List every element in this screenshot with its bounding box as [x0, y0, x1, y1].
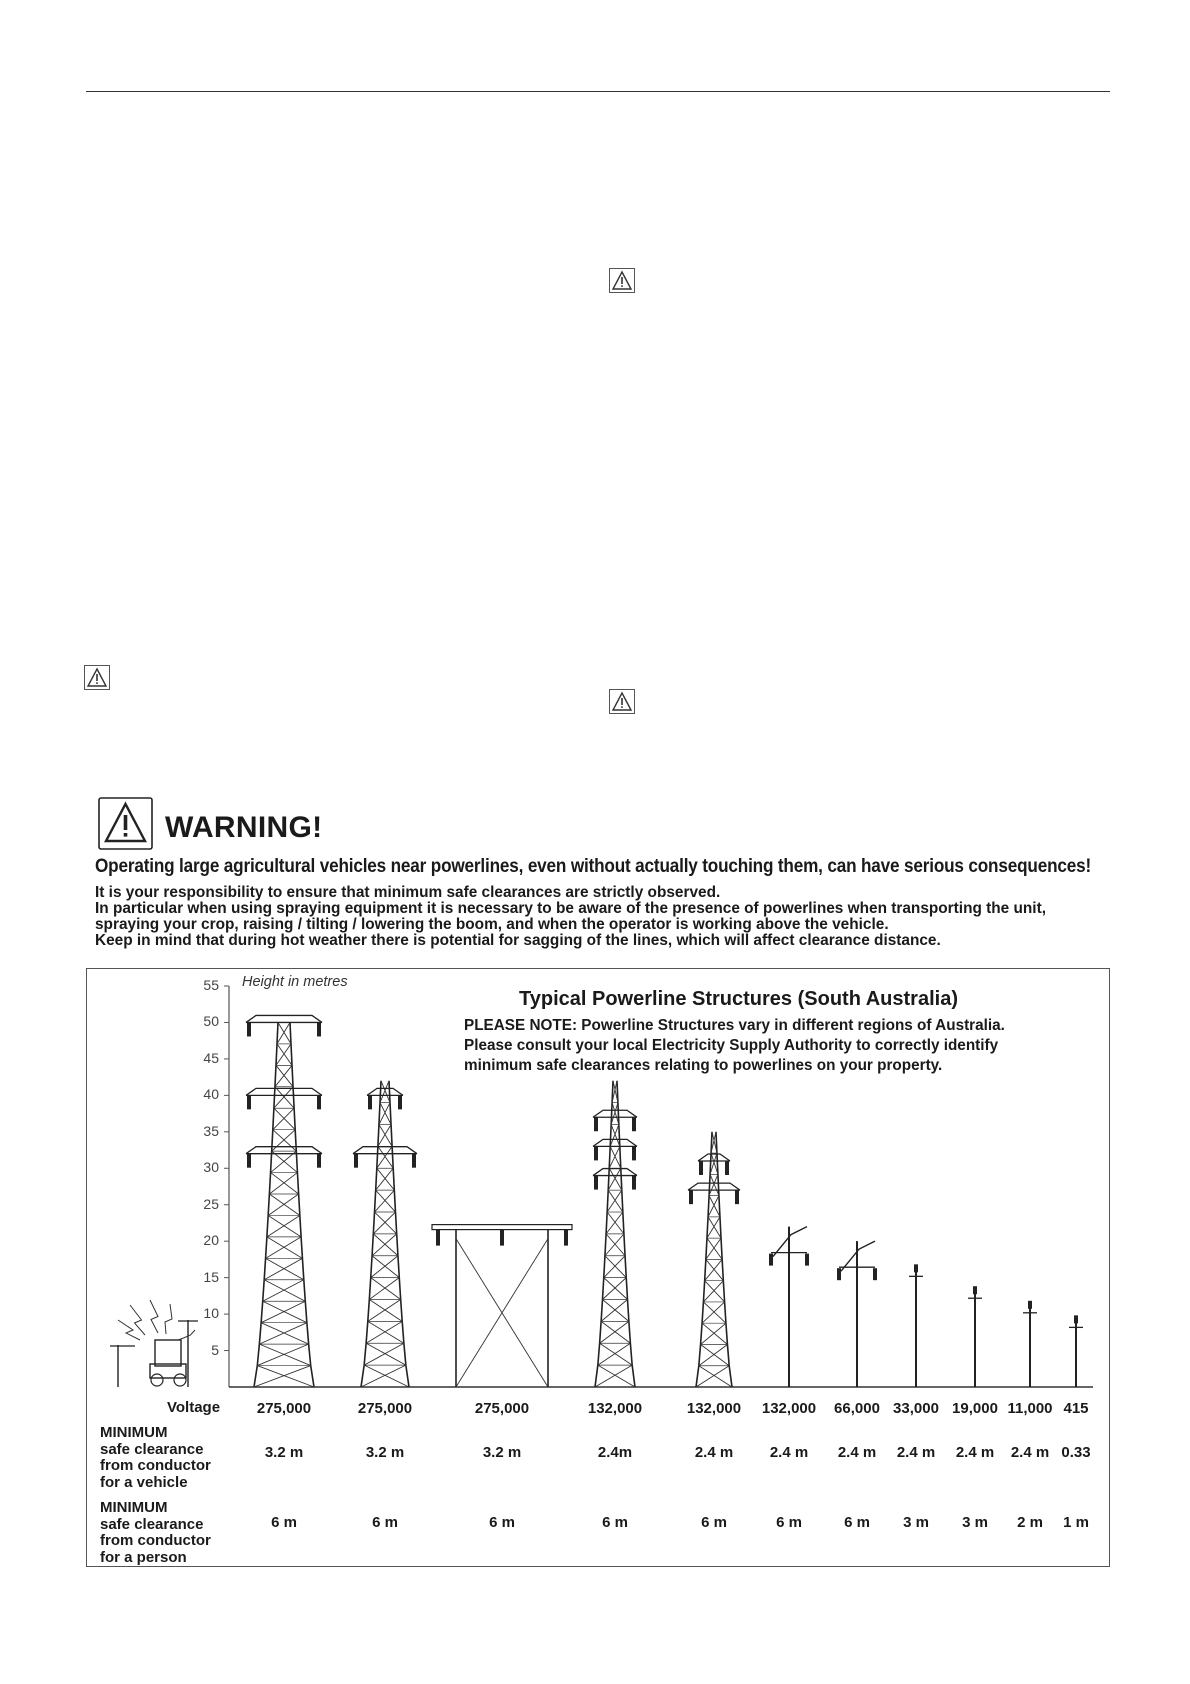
person-row-label-line: from conductor [100, 1532, 211, 1549]
warning-body-line: It is your responsibility to ensure that minimum safe clearances are strictly observed. [95, 884, 721, 901]
y-tick-label: 20 [203, 1232, 219, 1249]
person-clearance-cell: 6 m [489, 1514, 515, 1531]
vehicle-clearance-cell: 2.4 m [837, 1444, 877, 1461]
person-clearance-cell: 6 m [602, 1514, 628, 1531]
tower-lattice-2-arm-narrow [688, 1132, 740, 1387]
pole-pole-crossarm [909, 1264, 923, 1387]
vehicle-clearance-cell: 3.2 m [365, 1444, 405, 1461]
pole-pole-top [968, 1286, 982, 1387]
y-tick-label: 10 [203, 1305, 219, 1322]
y-tick-label: 15 [203, 1268, 219, 1285]
y-tick-label: 55 [203, 977, 219, 993]
vehicle-clearance-cell: 2.4 m [896, 1444, 936, 1461]
person-clearance-cell: 6 m [701, 1514, 727, 1531]
y-axis-title: Height in metres [242, 974, 348, 990]
person-clearance-cell: 2 m [1017, 1514, 1043, 1531]
vehicle-clearance-cell: 2.4 m [769, 1444, 809, 1461]
person-clearance-cell: 6 m [271, 1514, 297, 1531]
chart-note-line: Please consult your local Electricity Supply Authority to correctly identify [464, 1037, 999, 1054]
vehicle-clearance-cell: 2.4 m [955, 1444, 995, 1461]
tower-lattice-3-arm-narrow [593, 1081, 637, 1387]
person-clearance-cell: 6 m [372, 1514, 398, 1531]
voltage-cell: 275,000 [256, 1400, 312, 1417]
vehicle-sparks-illustration [110, 1300, 198, 1387]
y-tick-label: 45 [203, 1049, 219, 1066]
vehicle-clearance-cell: 0.33 [1061, 1444, 1091, 1461]
person-clearance-cell: 1 m [1063, 1514, 1089, 1531]
vehicle-clearance-cell: 2.4m [597, 1444, 633, 1461]
person-clearance-cell: 6 m [776, 1514, 802, 1531]
chart-note-line: PLEASE NOTE: Powerline Structures vary in different regions of Australia. [464, 1017, 1005, 1034]
voltage-row-label: Voltage [167, 1399, 221, 1416]
pole-pole-lv [1069, 1315, 1083, 1387]
chart-note-line: minimum safe clearances relating to powerlines on your property. [464, 1057, 943, 1074]
voltage-cell: 132,000 [587, 1400, 643, 1417]
voltage-cell: 132,000 [761, 1400, 817, 1417]
voltage-cell: 11,000 [1007, 1400, 1053, 1417]
y-tick-label: 30 [203, 1159, 219, 1176]
person-row-label [100, 1500, 211, 1566]
person-row-label-line: for a person [100, 1548, 187, 1566]
voltage-cell: 275,000 [474, 1400, 530, 1417]
voltage-cell: 33,000 [893, 1400, 939, 1417]
vehicle-row-label-line: safe clearance [100, 1440, 204, 1458]
voltage-cell: 415 [1063, 1400, 1089, 1417]
vehicle-clearance-cell: 2.4 m [1010, 1444, 1050, 1461]
warning-body-line: Keep in mind that during hot weather there is potential for sagging of the lines, which will affect clearance distance. [95, 932, 941, 949]
person-row-label-line: safe clearance [100, 1515, 204, 1533]
y-tick-label: 35 [203, 1122, 219, 1139]
vehicle-clearance-cell: 3.2 m [264, 1444, 304, 1461]
chart-title: Typical Powerline Structures (South Australia) [519, 988, 958, 1010]
vehicle-row-label-line: for a vehicle [100, 1473, 188, 1491]
tower-lattice-3-arm [246, 1015, 322, 1387]
tower-lattice-2-arm [353, 1081, 417, 1387]
voltage-cell: 275,000 [357, 1400, 413, 1417]
y-tick-label: 40 [203, 1086, 219, 1103]
person-clearance-cell: 3 m [962, 1514, 988, 1531]
y-tick-label: 50 [203, 1013, 219, 1030]
pole-pole-small [1023, 1301, 1037, 1387]
vehicle-row-label-line: MINIMUM [100, 1424, 168, 1441]
voltage-cell: 132,000 [686, 1400, 742, 1417]
person-row-label-line: MINIMUM [100, 1499, 168, 1516]
warning-lead: Operating large agricultural vehicles near powerlines, even without actually touching them, can have serious consequences! [95, 855, 1092, 877]
y-tick-label: 25 [203, 1195, 219, 1212]
warning-title: WARNING! [165, 811, 323, 844]
pole-pole-double [769, 1227, 809, 1387]
vehicle-row-label-line: from conductor [100, 1457, 211, 1474]
voltage-cell: 66,000 [834, 1400, 880, 1417]
vehicle-clearance-cell: 2.4 m [694, 1444, 734, 1461]
vehicle-clearance-cell: 3.2 m [482, 1444, 522, 1461]
vehicle-row-label [100, 1425, 211, 1491]
tower-h-frame [432, 1225, 572, 1387]
warning-body-line: spraying your crop, raising / tilting / lowering the boom, and when the operator is working above the vehicle. [95, 916, 889, 933]
y-tick-label: 5 [211, 1341, 219, 1358]
chart-note [464, 1016, 1005, 1076]
voltage-cell: 19,000 [952, 1400, 998, 1417]
person-clearance-cell: 6 m [844, 1514, 870, 1531]
pole-pole-single [837, 1241, 877, 1387]
warning-body-line: In particular when using spraying equipment it is necessary to be aware of the presence of powerlines when transporting the unit, [95, 900, 1046, 917]
person-clearance-cell: 3 m [903, 1514, 929, 1531]
